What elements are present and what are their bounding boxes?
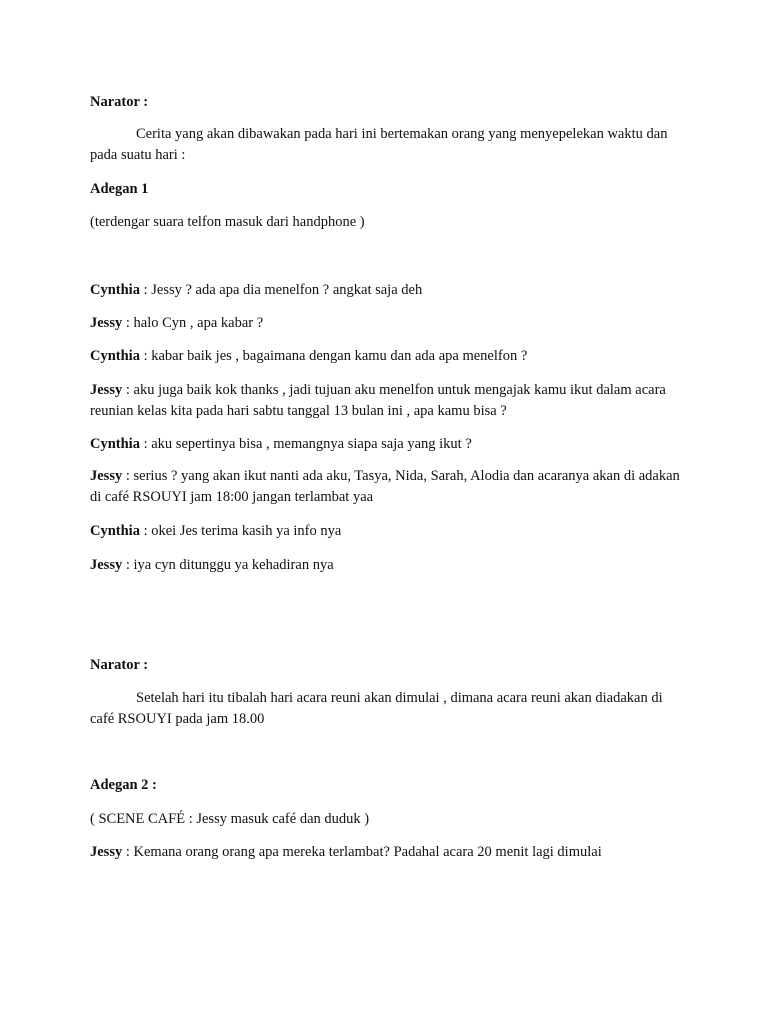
narrator-heading: Narator : (90, 657, 149, 673)
speaker-name: Jessy (90, 315, 123, 331)
dialogue-text: : kabar baik jes , bagaimana dengan kamu dan ada apa menelfon ? (139, 348, 528, 364)
speaker-name: Jessy (90, 557, 123, 573)
stage-direction: (terdengar suara telfon masuk dari handphone ) (90, 214, 365, 230)
narrator-heading: Narator : (90, 94, 149, 110)
dialogue-text: : halo Cyn , apa kabar ? (122, 315, 264, 331)
dialogue-line (90, 434, 680, 455)
dialogue-text: : Jessy ? ada apa dia menelfon ? angkat saja deh (139, 282, 423, 298)
dialogue-text: : Kemana orang orang apa mereka terlambat? Padahal acara 20 menit lagi dimulai (122, 844, 602, 860)
narrator-text: Cerita yang akan dibawakan pada hari ini bertemakan orang yang menyepelekan waktu dan pada suatu hari : (90, 126, 668, 163)
speaker-name: Jessy (90, 468, 123, 484)
dialogue-line (90, 466, 680, 508)
speaker-name: Cynthia (90, 523, 140, 539)
narrator-paragraph (90, 124, 680, 166)
dialogue-text: : serius ? yang akan ikut nanti ada aku, Tasya, Nida, Sarah, Alodia dan acaranya akan di adakan di café RSOUYI jam 18:00 jangan terlambat yaa (90, 468, 680, 505)
dialogue-text: : aku juga baik kok thanks , jadi tujuan aku menelfon untuk mengajak kamu ikut dalam acara reunian kelas kita pada hari sabtu tanggal 13 bulan ini , apa kamu bisa ? (90, 382, 666, 419)
dialogue-line (90, 842, 680, 863)
speaker-name: Jessy (90, 844, 123, 860)
narrator-paragraph (90, 688, 680, 730)
stage-direction: ( SCENE CAFÉ : Jessy masuk café dan duduk ) (90, 811, 370, 827)
speaker-name: Cynthia (90, 436, 140, 452)
dialogue-line (90, 380, 680, 422)
narrator-text: Setelah hari itu tibalah hari acara reuni akan dimulai , dimana acara reuni akan diadakan di café RSOUYI pada jam 18.00 (90, 690, 663, 727)
dialogue-text: : aku sepertinya bisa , memangnya siapa saja yang ikut ? (139, 436, 472, 452)
speaker-name: Cynthia (90, 282, 140, 298)
dialogue-line (90, 313, 680, 334)
dialogue-line (90, 280, 680, 301)
dialogue-line (90, 521, 680, 542)
dialogue-line (90, 555, 680, 576)
dialogue-text: : iya cyn ditunggu ya kehadiran nya (122, 557, 334, 573)
dialogue-text: : okei Jes terima kasih ya info nya (139, 523, 342, 539)
speaker-name: Cynthia (90, 348, 140, 364)
speaker-name: Jessy (90, 382, 123, 398)
dialogue-line (90, 346, 680, 367)
scene-heading: Adegan 2 : (90, 777, 157, 793)
scene-heading: Adegan 1 (90, 181, 149, 197)
